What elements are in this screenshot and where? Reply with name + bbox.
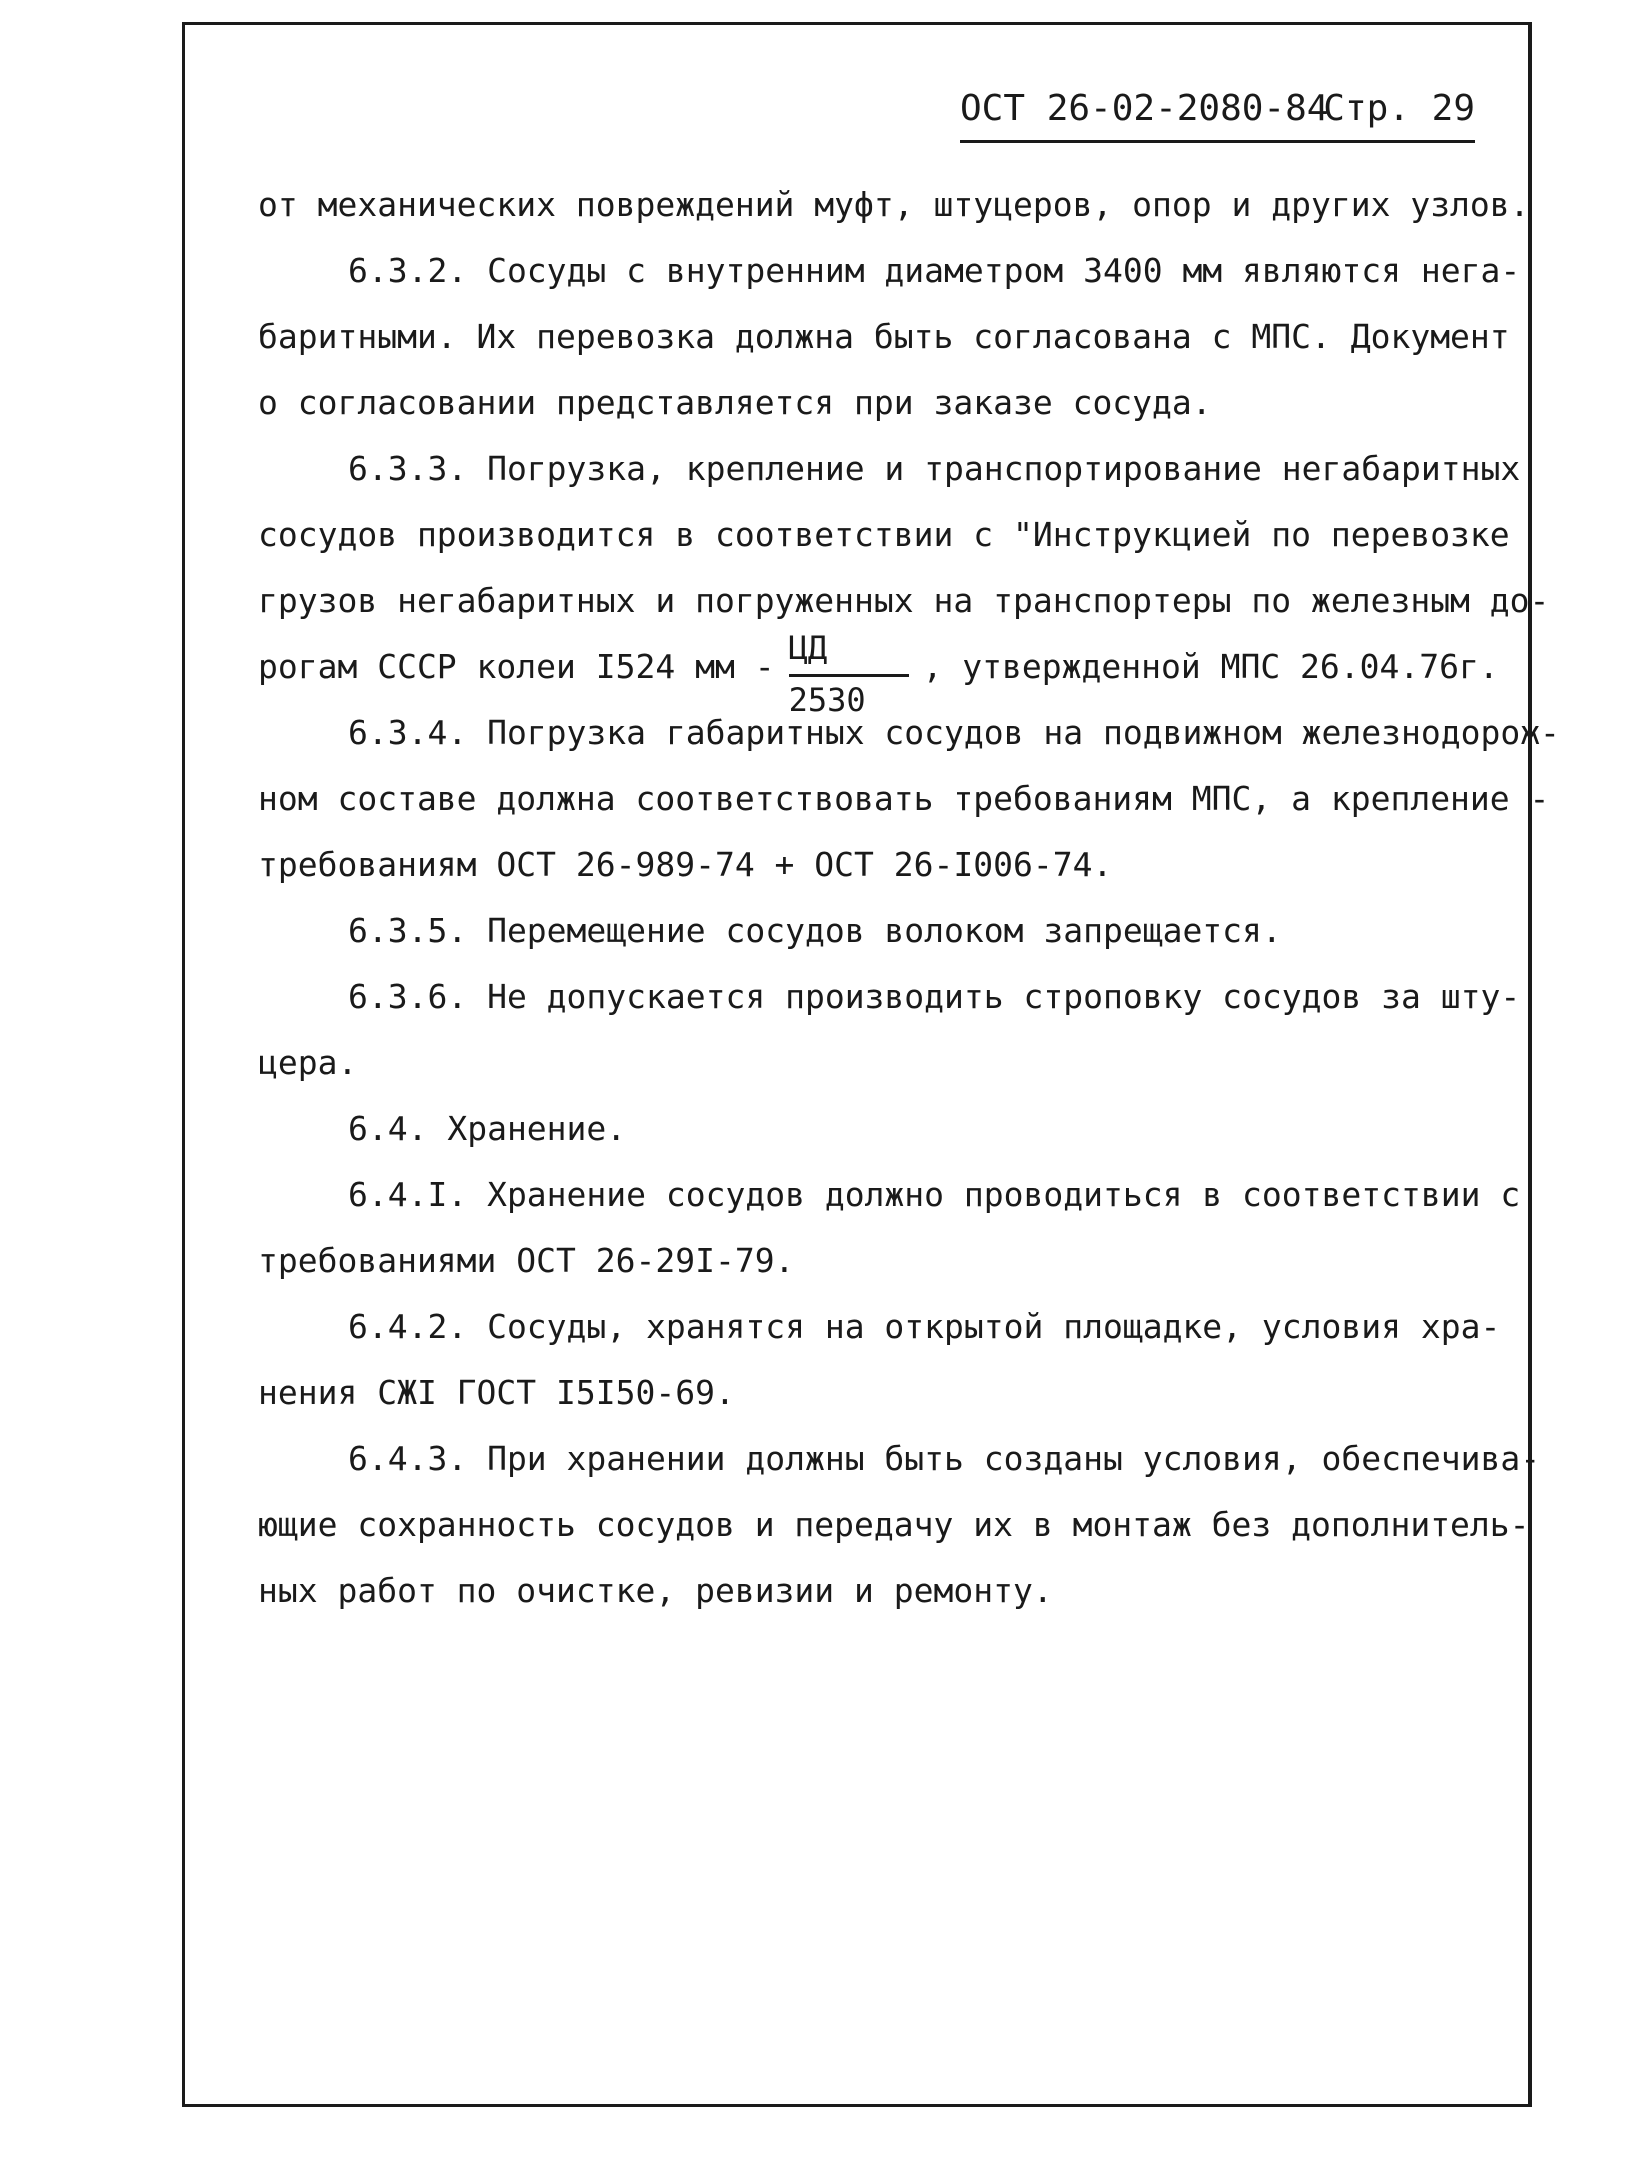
page-header: [960, 78, 1475, 143]
page-number: Стр. 29: [1323, 88, 1475, 129]
paragraph-6-4-2: 6.4.2. Сосуды, хранятся на открытой площадке, условия хра-: [348, 1307, 1501, 1346]
text-segment: , утвержденной МПС 26.04.76г.: [922, 647, 1499, 686]
fraction-denominator: 2530: [788, 681, 866, 719]
document-body: [258, 172, 1560, 1624]
paragraph-6-3-5: 6.3.5. Перемещение сосудов волоком запрещается.: [348, 911, 1282, 950]
paragraph-6-4-1: 6.4.I. Хранение сосудов должно проводиться в соответствии с: [348, 1175, 1521, 1214]
fraction-numerator: ЦД: [788, 629, 828, 667]
text-line: требованиям ОСТ 26-989-74 + ОСТ 26-I006-74.: [258, 845, 1113, 884]
text-line: баритными. Их перевозка должна быть согласована с МПС. Документ: [258, 317, 1510, 356]
text-line: о согласовании представляется при заказе сосуда.: [258, 383, 1212, 422]
text-segment: рогам СССР колеи I524 мм -: [258, 647, 775, 686]
section-heading-6-4: 6.4. Хранение.: [348, 1109, 627, 1148]
text-line: ных работ по очистке, ревизии и ремонту.: [258, 1571, 1053, 1610]
text-line: сосудов производится в соответствии с "Инструкцией по перевозке: [258, 515, 1510, 554]
text-line: грузов негабаритных и погруженных на транспортеры по железным до-: [258, 581, 1550, 620]
text-line: ном составе должна соответствовать требованиям МПС, а крепление -: [258, 779, 1550, 818]
text-line-with-fraction: [258, 629, 1499, 719]
fraction-bar: [789, 674, 909, 677]
text-line: ющие сохранность сосудов и передачу их в монтаж без дополнитель-: [258, 1505, 1530, 1544]
text-line: требованиями ОСТ 26-29I-79.: [258, 1241, 795, 1280]
document-code: ОСТ 26-02-2080-84: [960, 88, 1329, 129]
paragraph-6-3-2: 6.3.2. Сосуды с внутренним диаметром 3400 мм являются нега-: [348, 251, 1521, 290]
text-line: от механических повреждений муфт, штуцеров, опор и других узлов.: [258, 185, 1530, 224]
text-line: нения СЖI ГОСТ I5I50-69.: [258, 1373, 735, 1412]
paragraph-6-3-3: 6.3.3. Погрузка, крепление и транспортирование негабаритных: [348, 449, 1521, 488]
text-line: цера.: [258, 1043, 358, 1082]
paragraph-6-3-6: 6.3.6. Не допускается производить строповку сосудов за шту-: [348, 977, 1521, 1016]
paragraph-6-3-4: 6.3.4. Погрузка габаритных сосудов на подвижном железнодорож-: [348, 713, 1560, 752]
paragraph-6-4-3: 6.4.3. При хранении должны быть созданы условия, обеспечива-: [348, 1439, 1541, 1478]
gauge-fraction: [788, 629, 909, 719]
